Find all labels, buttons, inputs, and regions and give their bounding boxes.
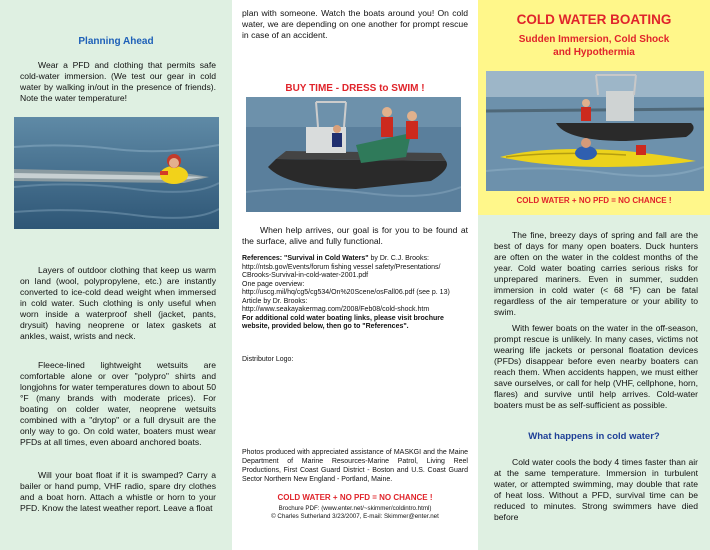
reference-additional-1: For additional cold water boating links, please visit brochure [242, 314, 444, 322]
cover-title: COLD WATER BOATING [516, 12, 672, 27]
reference-overview-label: One page overview: [242, 280, 305, 288]
cover-subtitle-line-1: Sudden Immersion, Cold Shock [518, 34, 670, 45]
help-arrives-paragraph: When help arrives, our goal is for you to be found at the surface, alive and fully functional. [242, 225, 468, 246]
rescue-boat-photo [246, 97, 461, 212]
left-panel [0, 0, 232, 550]
references-title: References: "Survival in Cold Waters" [242, 255, 369, 262]
clothing-layers-paragraph: Layers of outdoor clothing that keep us warm on land (wool, polypropylene, etc.) are instantly converted to ice-cold dead weight when immersed in cold water. Such clothing is only useful when worn inside a waterproof shell (jacket, pants, drysuit) having neoprene or latex gaskets at ankles, waist, wrists and neck. [20, 265, 216, 341]
brochure-footer [232, 505, 478, 521]
cover-subtitle-line-2: and Hypothermia [553, 47, 635, 58]
middle-panel [232, 0, 478, 550]
copyright-line: © Charles Sutherland 3/23/2007, E-mail: Skimmer@enter.net [271, 513, 439, 520]
float-plan-paragraph: plan with someone. Watch the boats around you! On cold water, we are depending on one another for prompt rescue in case of an accident. [242, 8, 468, 40]
boat-float-paragraph: Will your boat float if it is swamped? Carry a bailer or hand pump, VHF radio, spare dry clothes and a boat horn. Attach a whistle or horn to your PFD. Know the latest weather report. Leave a float [20, 470, 216, 513]
brochure-pdf-link[interactable]: Brochure PDF: (www.enter.net/~skimmer/coldintro.html) [278, 505, 432, 512]
reference-link-seakayaker[interactable]: http://www.seakayakermag.com/2008/Feb08/cold-shock.htm [242, 306, 430, 313]
fewer-boats-paragraph: With fewer boats on the water in the off-season, prompt rescue is unlikely. In many cases, victims not wearing life jackets or personal floatation devices (PFDs) disappear before even nearby boaters can reach them. When accidents happen, we must either save ourselves, or call for help (VHF, cellphone, horn, flares) and survive until help arrives. Cold-water boaters must be as self-sufficient as possible. [494, 323, 698, 410]
kayak-rescue-photo [486, 71, 704, 191]
reference-link-ntsb[interactable]: http://ntsb.gov/Events/forum fishing vessel safety/Presentations/ [242, 263, 441, 271]
reference-link-uscg[interactable]: http://uscg.mil/hq/cg5/cg534/On%20Scene/osFall06.pdf (see p. 13) [242, 289, 450, 296]
what-happens-heading: What happens in cold water? [528, 431, 660, 442]
reference-additional-2: website, provided below, then go to "References". [242, 323, 409, 330]
references-author: by Dr. C.J. Brooks: [368, 255, 429, 262]
planning-paragraph-1: Wear a PFD and clothing that permits safe cold-water immersion. (We test our gear in cold water by walking in/out in the presence of friends). Note the water temperature! [20, 60, 216, 103]
reference-article-label: Article by Dr. Brooks: [242, 297, 308, 305]
wetsuits-paragraph: Fleece-lined lightweight wetsuits are comfortable alone or over "polypro" shirts and longjohns for water temperatures down to about 50 °F (many brands with moderate prices). For boating on colder water, neoprene wetsuits combined with a "drytop" or a full drysuit are the only way to go. On cold water, boaters must wear PFDs at all times, even aboard anchored boats. [20, 360, 216, 447]
right-panel [478, 0, 710, 550]
spring-fall-paragraph: The fine, breezy days of spring and fall are the best of days for many open boaters. Duck hunters are often on the water in the coldest months of the year. Cold water boating carries serious risks for unprepared mariners. Even in summer, sudden immersion in cold water (< 68 °F) can be fatal regardless of the air temperature or your ability to swim. [494, 230, 698, 317]
reference-link-ntsb-file[interactable]: CBrooks-Survival-in-cold-water-2001.pdf [242, 272, 369, 279]
cold-water-cools-paragraph: Cold water cools the body 4 times faster than air at the same temperature. Immersion in turbulent water, or attempted swimming, may double that rate of heat loss. Without a PFD, survival time can be reduced to minutes. Strong swimmers have died before [494, 457, 698, 522]
photo-credits: Photos produced with appreciated assistance of MASKGI and the Maine Department of Marine Resources-Marine Patrol, Living Reel Productions, First Coast Guard District - Boston and U.S. Coast Guard Sector Northern New England - Portland, Maine. [242, 449, 468, 483]
planning-ahead-heading: Planning Ahead [78, 36, 154, 47]
buy-time-heading: BUY TIME - DRESS to SWIM ! [285, 83, 425, 94]
swamped-canoe-photo [14, 117, 219, 229]
references-block [242, 255, 470, 332]
no-chance-tagline: COLD WATER + NO PFD = NO CHANCE ! [277, 493, 433, 502]
distributor-logo-label: Distributor Logo: [242, 356, 294, 363]
cover-subtitle [478, 33, 710, 59]
cover-no-chance-tagline: COLD WATER + NO PFD = NO CHANCE ! [516, 196, 672, 205]
